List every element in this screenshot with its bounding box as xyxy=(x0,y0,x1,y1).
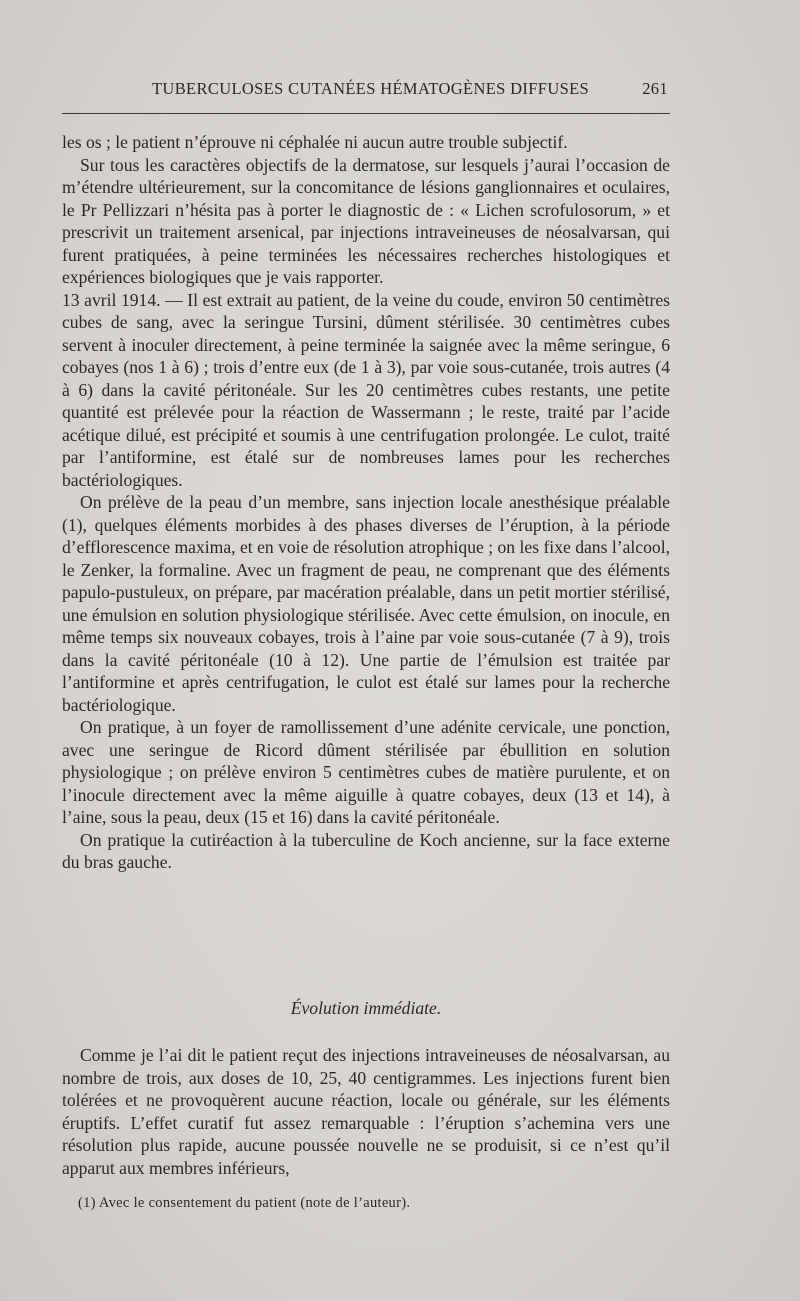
running-header xyxy=(62,79,670,103)
header-rule xyxy=(62,113,670,114)
paragraph: On prélève de la peau d’un membre, sans injection locale anesthésique préalable (1), quelques éléments morbides à des phases diverses de l’éruption, à la période d’efflorescence maxima, et en voie de résolution atrophique ; on les fixe dans l’alcool, le Zenker, la formaline. Avec un fragment de peau, ne comprenant que des éléments papulo-pustuleux, on prépare, par macération préalable, dans un petit mortier stérilisé, une émulsion en solution physiologique stérilisée. Avec cette émulsion, on inocule, en même temps six nouveaux cobayes, trois à l’aine par voie sous-cutanée (7 à 9), trois dans la cavité péritonéale (10 à 12). Une partie de l’émulsion est traitée par l’antiformine et après centrifugation, le culot est étalé sur lames pour la recherche bactériologique. xyxy=(62,492,670,715)
main-text xyxy=(62,131,670,874)
paragraph: On pratique, à un foyer de ramollissement d’une adénite cervicale, une ponction, avec une seringue de Ricord dûment stérilisée par ébullition en solution physiologique ; on prélève environ 5 centimètres cubes de matière purulente, et on l’inocule directement avec la même aiguille à quatre cobayes, deux (13 et 14), à l’aine, sous la peau, deux (15 et 16) dans la cavité péritonéale. xyxy=(62,717,670,827)
paragraph: On pratique la cutiréaction à la tuberculine de Koch ancienne, sur la face externe du bras gauche. xyxy=(62,829,670,872)
footnote: (1) Avec le consentement du patient (note de l’auteur). xyxy=(78,1195,411,1211)
section-heading: Évolution immédiate. xyxy=(290,998,442,1018)
paragraph: Comme je l’ai dit le patient reçut des injections intraveineuses de néosalvarsan, au nombre de trois, aux doses de 10, 25, 40 centigrammes. Les injections furent bien tolérées et ne provoquèrent aucune réaction, locale ou générale, sur les éléments éruptifs. L’effet curatif fut assez remarquable : l’éruption s’achemina vers une résolution plus rapide, aucune poussée nouvelle ne se produisit, si ce n’est qu’il apparut aux membres inférieurs, xyxy=(62,1045,670,1178)
paragraph: Sur tous les caractères objectifs de la dermatose, sur lesquels j’aurai l’occasion de m’étendre ultérieurement, sur la concomitance de lésions ganglionnaires et oculaires, le Pr Pellizzari n’hésita pas à porter le diagnostic de : « Lichen scrofulosorum, » et prescrivit un traitement arsenical, par injections intraveineuses de néosalvarsan, qui furent pratiquées, à peine terminées les nécessaires recherches histologiques et expériences biologiques que je vais rapporter. xyxy=(62,154,670,287)
running-title: TUBERCULOSES CUTANÉES HÉMATOGÈNES DIFFUSES xyxy=(152,79,590,98)
page-number: 261 xyxy=(642,79,668,98)
paragraph: les os ; le patient n’éprouve ni céphalée ni aucun autre trouble subjectif. xyxy=(62,132,568,152)
section-text xyxy=(62,1044,670,1179)
paragraph: 13 avril 1914. — Il est extrait au patient, de la veine du coude, environ 50 centimètres cubes de sang, avec la seringue Tursini, dûment stérilisée. 30 centimètres cubes servent à inoculer directement, à peine terminée la saignée avec la même seringue, 6 cobayes (nos 1 à 6) ; trois d’entre eux (de 1 à 3), par voie sous-cutanée, trois autres (4 à 6) dans la cavité péritonéale. Sur les 20 centimètres cubes restants, une petite quantité est prélevée pour la réaction de Wassermann ; le reste, traité par l’acide acétique dilué, est précipité et soumis à une centrifugation prolongée. Le culot, traité par l’antiformine, est étalé sur de nombreuses lames pour les recherches bactériologiques. xyxy=(62,289,670,490)
